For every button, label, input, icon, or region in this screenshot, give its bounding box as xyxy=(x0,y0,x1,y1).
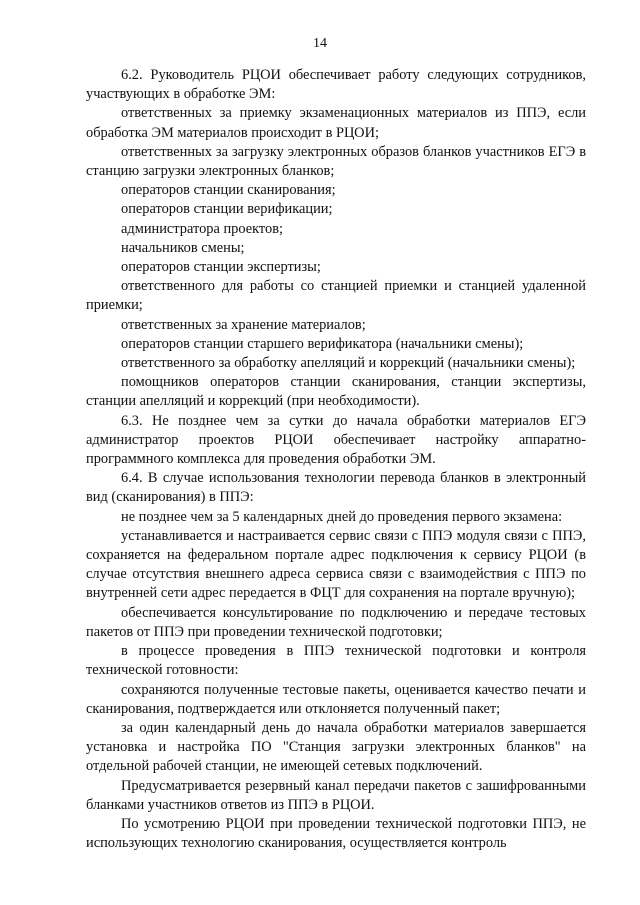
page-number: 14 xyxy=(313,36,327,51)
list-item-shift-supervisors: начальников смены; xyxy=(121,239,245,256)
list-item-receipt-station: ответственного для работы со станцией приемки и станцией удаленной приемки; xyxy=(86,278,586,314)
paragraph-6-2: 6.2. Руководитель РЦОИ обеспечивает работу следующих сотрудников, участвующих в обработке ЭМ: xyxy=(86,67,586,103)
document-body xyxy=(86,66,586,853)
list-item-assistant-operators: помощников операторов станции сканирования, станции экспертизы, станции апелляций и коррекций (при необходимости). xyxy=(86,374,586,410)
list-item-technical-preparation: в процессе проведения в ППЭ технической подготовки и контроля технической готовности: xyxy=(86,643,586,679)
list-item-senior-verifier: операторов станции старшего верификатора (начальники смены); xyxy=(121,335,524,352)
paragraph-reserve-channel: Предусматривается резервный канал передачи пакетов с зашифрованными бланками участников ответов из ППЭ в РЦОИ. xyxy=(86,777,586,813)
paragraph-6-3: 6.3. Не позднее чем за сутки до начала обработки материалов ЕГЭ администратор проектов РЦОИ обеспечивает настройку аппаратно-программного комплекса для проведения обработки ЭМ. xyxy=(86,412,586,468)
list-item-test-packages: сохраняются полученные тестовые пакеты, оценивается качество печати и сканирования, подтверждается или отклоняется полученный пакет; xyxy=(86,681,586,717)
list-item-five-days-before: не позднее чем за 5 календарных дней до проведения первого экзамена: xyxy=(121,508,563,525)
list-item-exam-materials-receipt: ответственных за приемку экзаменационных материалов из ППЭ, если обработка ЭМ материалов происходит в РЦОИ; xyxy=(86,105,586,141)
list-item-electronic-images-upload: ответственных за загрузку электронных образов бланков участников ЕГЭ в станцию загрузки электронных бланков; xyxy=(86,143,586,180)
list-item-storage: ответственных за хранение материалов; xyxy=(121,316,366,333)
list-item-appeals-corrections: ответственного за обработку апелляций и коррекций (начальники смены); xyxy=(121,355,576,372)
paragraph-6-4: 6.4. В случае использования технологии перевода бланков в электронный вид (сканирования) в ППЭ: xyxy=(86,470,586,506)
list-item-consulting: обеспечивается консультирование по подключению и передаче тестовых пакетов от ППЭ при проведении технической подготовки; xyxy=(86,604,586,640)
list-item-one-day-before: за один календарный день до начала обработки материалов завершается установка и настройка ПО "Станция загрузки электронных бланков" на отдельной рабочей станции, не имеющей сетевых подключений. xyxy=(86,719,586,775)
list-item-communication-service: устанавливается и настраивается сервис связи с ППЭ модуля связи с ППЭ, сохраняется на федеральном портале адрес подключения к сервису РЦОИ (в случае отсутствия внешнего адреса сервиса связи с взаимодействия с ППЭ по внутренней сети адрес передается в ФЦТ для сохранения на портале вручную); xyxy=(86,527,586,602)
paragraph-rcoi-discretion: По усмотрению РЦОИ при проведении технической подготовки ППЭ, не использующих технологию сканирования, осуществляется контроль xyxy=(86,815,586,852)
list-item-expertise-operators: операторов станции экспертизы; xyxy=(121,259,321,276)
list-item-project-administrator: администратора проектов; xyxy=(121,220,283,237)
list-item-scanning-operators: операторов станции сканирования; xyxy=(121,182,336,199)
list-item-verification-operators: операторов станции верификации; xyxy=(121,201,333,218)
